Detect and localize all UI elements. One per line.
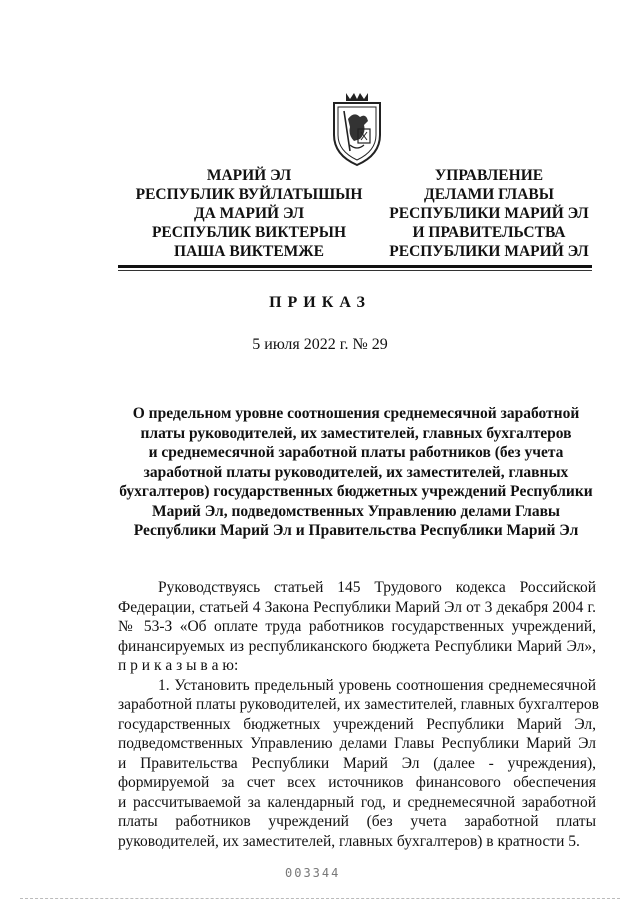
body-line: подведомственных Управлению делами Главы Республики Марий Эл (118, 735, 596, 752)
header-left-line: МАРИЙ ЭЛ (206, 167, 292, 184)
header-right-line: РЕСПУБЛИКИ МАРИЙ ЭЛ (389, 205, 589, 222)
order-subject (108, 404, 604, 541)
subject-line: платы руководителей, их заместителей, главных бухгалтеров (140, 424, 572, 442)
subject-line: О предельном уровне соотношения среднемесячной заработной (132, 405, 580, 422)
body-line: руководителей, их заместителей, главных бухгалтеров) в кратности 5. (118, 832, 580, 850)
header-russian-name (386, 166, 592, 261)
body-line: Руководствуясь статьей 145 Трудового кодекса Российской (158, 579, 596, 596)
body-line: Федерации, статьей 4 Закона Республики Марий Эл от 3 декабря 2004 г. (118, 598, 596, 616)
subject-line: заработной платы руководителей, их заместителей, главных (143, 463, 569, 481)
header-left-line: РЕСПУБЛИК ВИКТЕРЫН (151, 224, 347, 241)
body-line: заработной платы руководителей, их заместителей, главных бухгалтеров (118, 696, 599, 713)
order-body (118, 578, 599, 851)
header-right-line: УПРАВЛЕНИЕ (434, 167, 544, 184)
body-line: № 53-З «Об оплате труда работников государственных учреждений, (118, 618, 596, 635)
order-title: ПРИКАЗ (269, 294, 371, 311)
header-left-line: РЕСПУБЛИК ВУЙЛАТЫШЫН (135, 186, 363, 203)
header-divider-thick (118, 265, 592, 268)
body-line: и рассчитываемой за календарный год, и среднемесячной заработной (118, 793, 596, 811)
header-left-line: ДА МАРИЙ ЭЛ (193, 205, 305, 222)
body-line: финансируемых из республиканского бюджета Республики Марий Эл», (118, 637, 596, 655)
order-date-number: 5 июля 2022 г. № 29 (252, 336, 388, 353)
subject-line: бухгалтеров) государственных бюджетных учреждений Республики (119, 483, 593, 500)
body-line: платы работников учреждений (без учета заработной платы (118, 813, 596, 830)
subject-line: и среднемесячной заработной платы работников (без учета (148, 444, 564, 461)
header-right-line: РЕСПУБЛИКИ МАРИЙ ЭЛ (389, 243, 589, 260)
subject-line: Республики Марий Эл и Правительства Республики Марий Эл (133, 522, 579, 539)
header-left-line: ПАША ВИКТЕМЖЕ (174, 243, 324, 260)
body-line: 1. Установить предельный уровень соотношения среднемесячной (158, 676, 596, 694)
body-line: п р и к а з ы в а ю: (118, 657, 239, 674)
header-right-line: И ПРАВИТЕЛЬСТВА (412, 224, 566, 241)
footer-divider (20, 898, 620, 900)
header-marij-el-name (128, 166, 370, 261)
body-line: государственных бюджетных учреждений Республики Марий Эл, (118, 715, 596, 733)
header-right-line: ДЕЛАМИ ГЛАВЫ (424, 186, 554, 203)
header-divider-thin (118, 270, 592, 271)
body-line: формируемой за счет всех источников финансового обеспечения (118, 774, 596, 791)
body-line: и Правительства Республики Марий Эл (далее - учреждения), (118, 754, 596, 772)
coat-of-arms-emblem (328, 89, 386, 167)
document-serial-stamp: 003344 (285, 866, 341, 880)
subject-line: Марий Эл, подведомственных Управлению делами Главы (151, 502, 561, 520)
